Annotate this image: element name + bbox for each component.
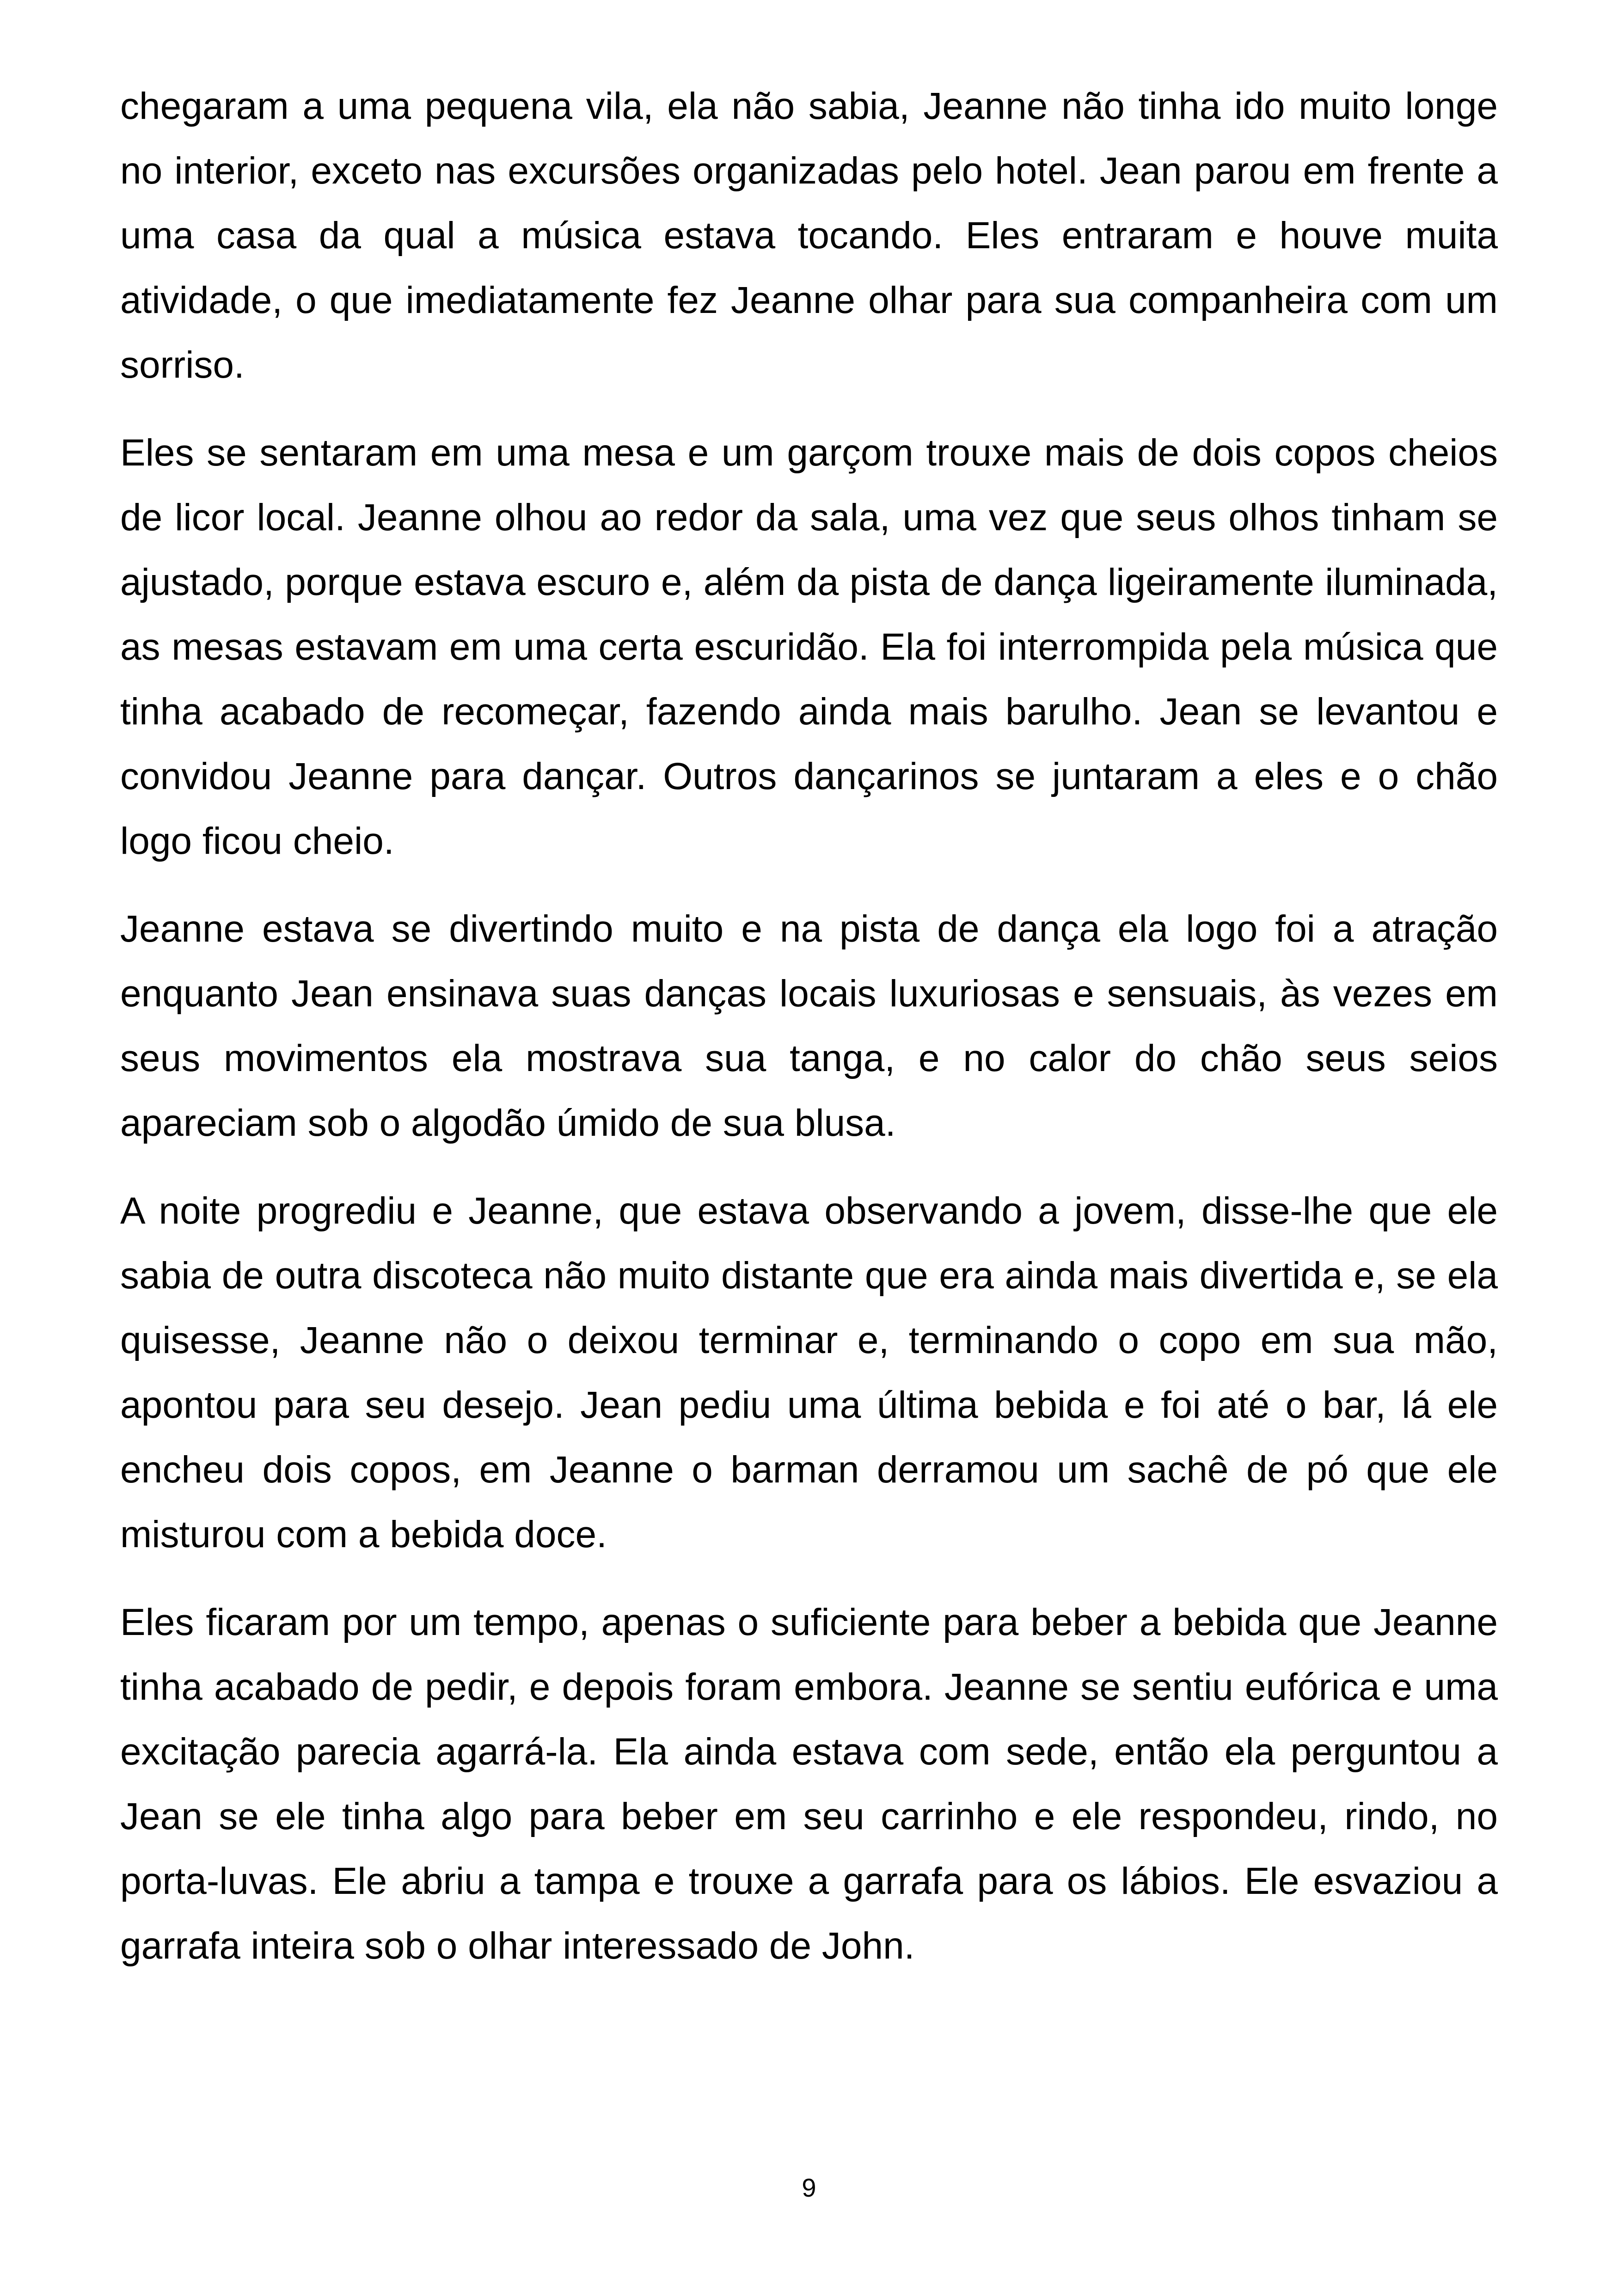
paragraph-4: A noite progrediu e Jeanne, que estava observando a jovem, disse-lhe que ele sabia de outra discoteca não muito distante que era ainda mais divertida e, se ela quisesse, Jeanne não o deixou terminar e, terminando o copo em sua mão, apontou para seu desejo. Jean pediu uma última bebida e foi até o bar, lá ele encheu dois copos, em Jeanne o barman derramou um sachê de pó que ele misturou com a bebida doce.: [120, 1190, 1498, 1555]
body-text: [120, 74, 1498, 2002]
paragraph-1: chegaram a uma pequena vila, ela não sabia, Jeanne não tinha ido muito longe no interior, exceto nas excursões organizadas pelo hotel. Jean parou em frente a uma casa da qual a música estava tocando. Eles entraram e houve muita atividade, o que imediatamente fez Jeanne olhar para sua companheira com um sorriso.: [120, 85, 1498, 386]
page-number: 9: [802, 2173, 816, 2202]
paragraph-2: Eles se sentaram em uma mesa e um garçom trouxe mais de dois copos cheios de licor local. Jeanne olhou ao redor da sala, uma vez que seus olhos tinham se ajustado, porque estava escuro e, além da pista de dança ligeiramente iluminada, as mesas estavam em uma certa escuridão. Ela foi interrompida pela música que tinha acabado de recomeçar, fazendo ainda mais barulho. Jean se levantou e convidou Jeanne para dançar. Outros dançarinos se juntaram a eles e o chão logo ficou cheio.: [120, 432, 1498, 862]
paragraph-3: Jeanne estava se divertindo muito e na pista de dança ela logo foi a atração enquanto Jean ensinava suas danças locais luxuriosas e sensuais, às vezes em seus movimentos ela mostrava sua tanga, e no calor do chão seus seios apareciam sob o algodão úmido de sua blusa.: [120, 908, 1498, 1144]
paragraph-5: Eles ficaram por um tempo, apenas o suficiente para beber a bebida que Jeanne tinha acabado de pedir, e depois foram embora. Jeanne se sentiu eufórica e uma excitação parecia agarrá-la. Ela ainda estava com sede, então ela perguntou a Jean se ele tinha algo para beber em seu carrinho e ele respondeu, rindo, no porta-luvas. Ele abriu a tampa e trouxe a garrafa para os lábios. Ele esvaziou a garrafa inteira sob o olhar interessado de John.: [120, 1601, 1498, 1967]
